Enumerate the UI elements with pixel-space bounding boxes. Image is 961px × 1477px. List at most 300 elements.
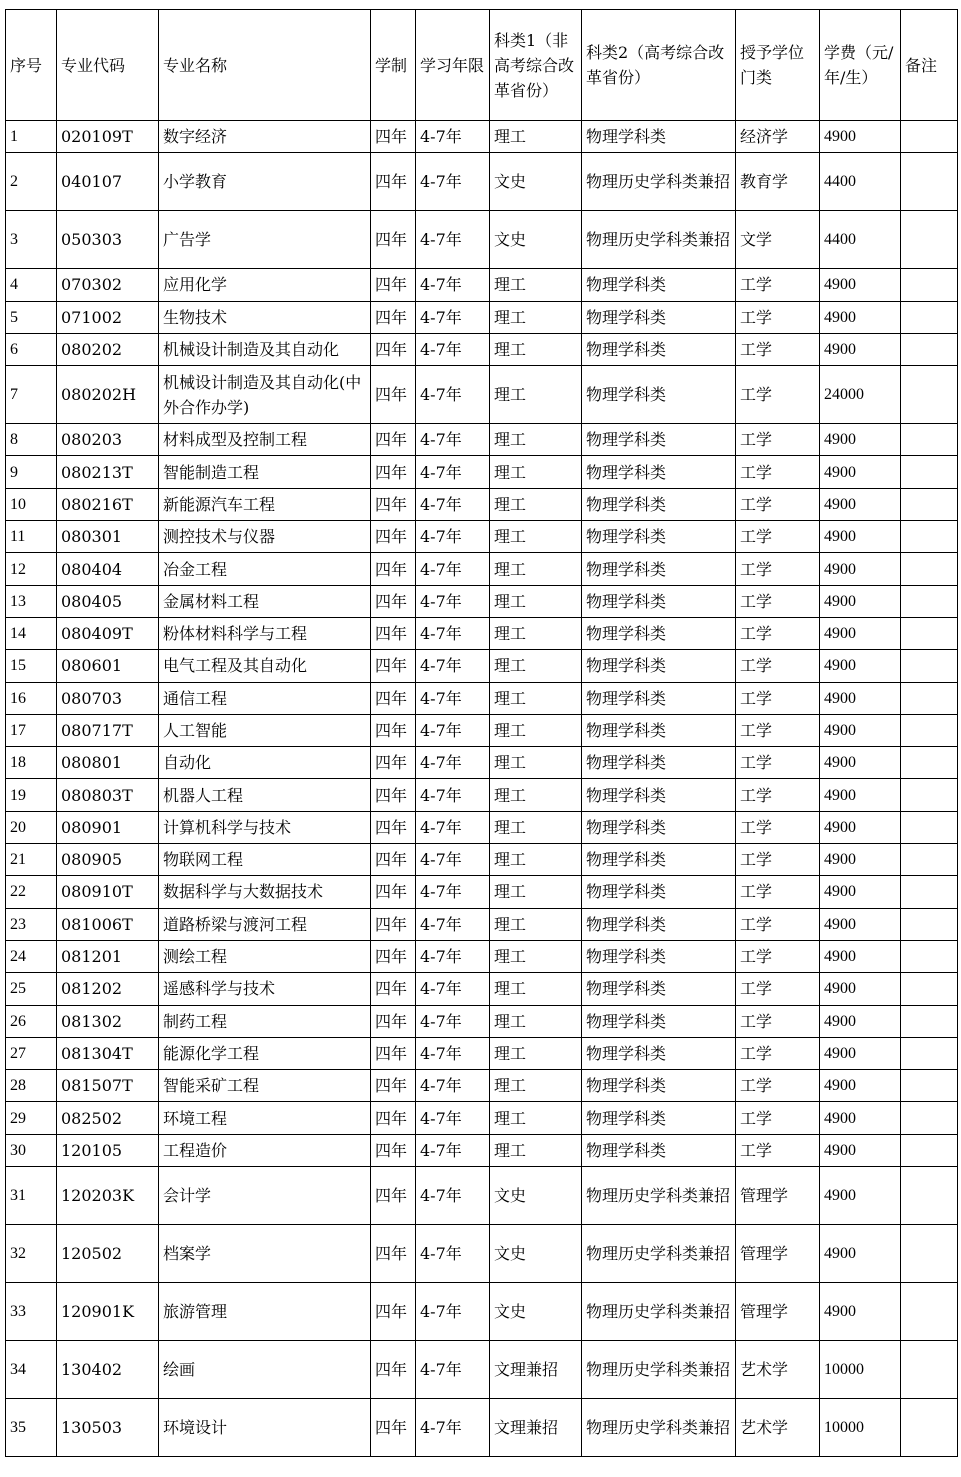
category-1-cell: 文理兼招	[490, 1399, 582, 1457]
degree-type-cell: 工学	[736, 844, 820, 876]
study-period-cell: 4-7年	[416, 779, 490, 811]
table-row	[6, 908, 958, 940]
major-name-cell: 机械设计制造及其自动化(中外合作办学)	[159, 366, 371, 424]
major-code-cell: 080405	[57, 585, 159, 617]
major-name-cell: 通信工程	[159, 682, 371, 714]
duration-cell: 四年	[371, 1070, 416, 1102]
major-code-cell: 120105	[57, 1134, 159, 1166]
study-period-cell: 4-7年	[416, 1167, 490, 1225]
category-2-cell: 物理学科类	[582, 456, 736, 488]
category-1-cell: 理工	[490, 779, 582, 811]
category-1-cell: 理工	[490, 650, 582, 682]
major-code-cell: 080202	[57, 333, 159, 365]
tuition-fee-cell: 4900	[820, 488, 901, 520]
table-row	[6, 424, 958, 456]
category-1-cell: 理工	[490, 333, 582, 365]
remarks-cell	[901, 940, 958, 972]
header-cell: 授予学位门类	[736, 10, 820, 121]
table-row	[6, 779, 958, 811]
tuition-fee-cell: 4900	[820, 1283, 901, 1341]
major-code-cell: 080703	[57, 682, 159, 714]
degree-type-cell: 工学	[736, 1102, 820, 1134]
category-2-cell: 物理学科类	[582, 650, 736, 682]
category-1-cell: 文史	[490, 211, 582, 269]
study-period-cell: 4-7年	[416, 1102, 490, 1134]
study-period-cell: 4-7年	[416, 844, 490, 876]
duration-cell: 四年	[371, 366, 416, 424]
study-period-cell: 4-7年	[416, 585, 490, 617]
major-code-cell: 080213T	[57, 456, 159, 488]
degree-type-cell: 工学	[736, 747, 820, 779]
category-2-cell: 物理历史学科类兼招	[582, 1399, 736, 1457]
major-name-cell: 智能制造工程	[159, 456, 371, 488]
major-code-cell: 070302	[57, 269, 159, 301]
table-row	[6, 488, 958, 520]
category-1-cell: 理工	[490, 456, 582, 488]
category-2-cell: 物理学科类	[582, 366, 736, 424]
category-2-cell: 物理学科类	[582, 1070, 736, 1102]
row-number-cell: 26	[6, 1005, 57, 1037]
duration-cell: 四年	[371, 682, 416, 714]
study-period-cell: 4-7年	[416, 1399, 490, 1457]
row-number-cell: 9	[6, 456, 57, 488]
duration-cell: 四年	[371, 908, 416, 940]
major-name-cell: 数字经济	[159, 121, 371, 153]
tuition-fee-cell: 4900	[820, 1225, 901, 1283]
category-2-cell: 物理学科类	[582, 876, 736, 908]
table-row	[6, 973, 958, 1005]
major-code-cell: 081006T	[57, 908, 159, 940]
header-cell: 专业名称	[159, 10, 371, 121]
major-name-cell: 会计学	[159, 1167, 371, 1225]
category-2-cell: 物理学科类	[582, 779, 736, 811]
category-2-cell: 物理学科类	[582, 908, 736, 940]
remarks-cell	[901, 617, 958, 649]
major-code-cell: 080409T	[57, 617, 159, 649]
category-1-cell: 理工	[490, 908, 582, 940]
remarks-cell	[901, 1070, 958, 1102]
duration-cell: 四年	[371, 1005, 416, 1037]
row-number-cell: 15	[6, 650, 57, 682]
study-period-cell: 4-7年	[416, 811, 490, 843]
row-number-cell: 27	[6, 1037, 57, 1069]
tuition-fee-cell: 4900	[820, 1005, 901, 1037]
row-number-cell: 32	[6, 1225, 57, 1283]
table-row	[6, 521, 958, 553]
major-code-cell: 120901K	[57, 1283, 159, 1341]
tuition-fee-cell: 10000	[820, 1399, 901, 1457]
tuition-fee-cell: 4900	[820, 1037, 901, 1069]
degree-type-cell: 工学	[736, 908, 820, 940]
duration-cell: 四年	[371, 940, 416, 972]
remarks-cell	[901, 1283, 958, 1341]
tuition-fee-cell: 4900	[820, 844, 901, 876]
table-row	[6, 585, 958, 617]
remarks-cell	[901, 779, 958, 811]
category-2-cell: 物理学科类	[582, 301, 736, 333]
major-code-cell: 081201	[57, 940, 159, 972]
tuition-fee-cell: 4900	[820, 1102, 901, 1134]
study-period-cell: 4-7年	[416, 1037, 490, 1069]
table-row	[6, 747, 958, 779]
remarks-cell	[901, 153, 958, 211]
category-2-cell: 物理学科类	[582, 585, 736, 617]
header-cell: 学制	[371, 10, 416, 121]
remarks-cell	[901, 1167, 958, 1225]
duration-cell: 四年	[371, 1283, 416, 1341]
row-number-cell: 33	[6, 1283, 57, 1341]
duration-cell: 四年	[371, 521, 416, 553]
category-1-cell: 理工	[490, 1070, 582, 1102]
category-1-cell: 理工	[490, 488, 582, 520]
table-row	[6, 333, 958, 365]
remarks-cell	[901, 1102, 958, 1134]
category-2-cell: 物理学科类	[582, 553, 736, 585]
remarks-cell	[901, 876, 958, 908]
major-name-cell: 环境工程	[159, 1102, 371, 1134]
duration-cell: 四年	[371, 844, 416, 876]
major-name-cell: 粉体材料科学与工程	[159, 617, 371, 649]
table-row	[6, 456, 958, 488]
degree-type-cell: 艺术学	[736, 1399, 820, 1457]
tuition-fee-cell: 4900	[820, 269, 901, 301]
remarks-cell	[901, 1399, 958, 1457]
category-2-cell: 物理学科类	[582, 488, 736, 520]
row-number-cell: 16	[6, 682, 57, 714]
degree-type-cell: 工学	[736, 940, 820, 972]
category-1-cell: 理工	[490, 269, 582, 301]
category-1-cell: 理工	[490, 617, 582, 649]
duration-cell: 四年	[371, 876, 416, 908]
tuition-fee-cell: 4900	[820, 424, 901, 456]
tuition-fee-cell: 24000	[820, 366, 901, 424]
table-row	[6, 1283, 958, 1341]
row-number-cell: 34	[6, 1341, 57, 1399]
major-code-cell: 080203	[57, 424, 159, 456]
major-code-cell: 080801	[57, 747, 159, 779]
table-row	[6, 1037, 958, 1069]
duration-cell: 四年	[371, 585, 416, 617]
major-name-cell: 小学教育	[159, 153, 371, 211]
tuition-fee-cell: 4900	[820, 585, 901, 617]
degree-type-cell: 工学	[736, 973, 820, 1005]
remarks-cell	[901, 585, 958, 617]
degree-type-cell: 工学	[736, 617, 820, 649]
duration-cell: 四年	[371, 811, 416, 843]
degree-type-cell: 工学	[736, 456, 820, 488]
table-row	[6, 682, 958, 714]
tuition-fee-cell: 4400	[820, 153, 901, 211]
row-number-cell: 35	[6, 1399, 57, 1457]
duration-cell: 四年	[371, 747, 416, 779]
duration-cell: 四年	[371, 333, 416, 365]
remarks-cell	[901, 301, 958, 333]
row-number-cell: 8	[6, 424, 57, 456]
degree-type-cell: 工学	[736, 811, 820, 843]
category-1-cell: 文理兼招	[490, 1341, 582, 1399]
remarks-cell	[901, 747, 958, 779]
tuition-fee-cell: 4900	[820, 682, 901, 714]
remarks-cell	[901, 1005, 958, 1037]
degree-type-cell: 文学	[736, 211, 820, 269]
remarks-cell	[901, 682, 958, 714]
major-name-cell: 生物技术	[159, 301, 371, 333]
row-number-cell: 19	[6, 779, 57, 811]
table-row	[6, 650, 958, 682]
degree-type-cell: 工学	[736, 521, 820, 553]
duration-cell: 四年	[371, 121, 416, 153]
category-2-cell: 物理学科类	[582, 973, 736, 1005]
category-2-cell: 物理学科类	[582, 121, 736, 153]
study-period-cell: 4-7年	[416, 153, 490, 211]
major-name-cell: 机器人工程	[159, 779, 371, 811]
study-period-cell: 4-7年	[416, 333, 490, 365]
row-number-cell: 29	[6, 1102, 57, 1134]
degree-type-cell: 工学	[736, 553, 820, 585]
remarks-cell	[901, 333, 958, 365]
header-cell: 科类2（高考综合改革省份）	[582, 10, 736, 121]
duration-cell: 四年	[371, 1341, 416, 1399]
category-1-cell: 理工	[490, 1005, 582, 1037]
category-2-cell: 物理学科类	[582, 940, 736, 972]
category-2-cell: 物理学科类	[582, 811, 736, 843]
study-period-cell: 4-7年	[416, 682, 490, 714]
category-1-cell: 理工	[490, 973, 582, 1005]
row-number-cell: 2	[6, 153, 57, 211]
study-period-cell: 4-7年	[416, 1070, 490, 1102]
study-period-cell: 4-7年	[416, 1225, 490, 1283]
table-row	[6, 1167, 958, 1225]
category-1-cell: 理工	[490, 553, 582, 585]
row-number-cell: 3	[6, 211, 57, 269]
study-period-cell: 4-7年	[416, 366, 490, 424]
row-number-cell: 21	[6, 844, 57, 876]
major-name-cell: 旅游管理	[159, 1283, 371, 1341]
study-period-cell: 4-7年	[416, 211, 490, 269]
remarks-cell	[901, 650, 958, 682]
header-cell: 备注	[901, 10, 958, 121]
tuition-fee-cell: 4900	[820, 617, 901, 649]
study-period-cell: 4-7年	[416, 488, 490, 520]
major-code-cell: 080910T	[57, 876, 159, 908]
table-row	[6, 301, 958, 333]
major-name-cell: 制药工程	[159, 1005, 371, 1037]
remarks-cell	[901, 366, 958, 424]
major-code-cell: 080301	[57, 521, 159, 553]
table-row	[6, 1005, 958, 1037]
major-name-cell: 广告学	[159, 211, 371, 269]
major-code-cell: 081302	[57, 1005, 159, 1037]
category-2-cell: 物理学科类	[582, 617, 736, 649]
table-row	[6, 844, 958, 876]
remarks-cell	[901, 488, 958, 520]
major-code-cell: 040107	[57, 153, 159, 211]
category-1-cell: 理工	[490, 121, 582, 153]
major-code-cell: 080803T	[57, 779, 159, 811]
duration-cell: 四年	[371, 1134, 416, 1166]
major-code-cell: 080216T	[57, 488, 159, 520]
study-period-cell: 4-7年	[416, 747, 490, 779]
row-number-cell: 13	[6, 585, 57, 617]
duration-cell: 四年	[371, 211, 416, 269]
major-code-cell: 081507T	[57, 1070, 159, 1102]
degree-type-cell: 管理学	[736, 1167, 820, 1225]
category-1-cell: 理工	[490, 876, 582, 908]
degree-type-cell: 工学	[736, 876, 820, 908]
major-code-cell: 080404	[57, 553, 159, 585]
duration-cell: 四年	[371, 488, 416, 520]
duration-cell: 四年	[371, 269, 416, 301]
major-code-cell: 081202	[57, 973, 159, 1005]
row-number-cell: 23	[6, 908, 57, 940]
tuition-fee-cell: 4900	[820, 973, 901, 1005]
tuition-fee-cell: 4900	[820, 747, 901, 779]
major-name-cell: 电气工程及其自动化	[159, 650, 371, 682]
duration-cell: 四年	[371, 1399, 416, 1457]
row-number-cell: 6	[6, 333, 57, 365]
degree-type-cell: 工学	[736, 366, 820, 424]
major-name-cell: 物联网工程	[159, 844, 371, 876]
study-period-cell: 4-7年	[416, 121, 490, 153]
major-name-cell: 计算机科学与技术	[159, 811, 371, 843]
category-2-cell: 物理历史学科类兼招	[582, 211, 736, 269]
tuition-fee-cell: 4900	[820, 521, 901, 553]
header-row	[6, 10, 958, 121]
table-row	[6, 553, 958, 585]
majors-table	[5, 9, 958, 1457]
major-code-cell: 082502	[57, 1102, 159, 1134]
tuition-fee-cell: 4900	[820, 121, 901, 153]
degree-type-cell: 工学	[736, 333, 820, 365]
major-name-cell: 金属材料工程	[159, 585, 371, 617]
remarks-cell	[901, 844, 958, 876]
study-period-cell: 4-7年	[416, 714, 490, 746]
category-2-cell: 物理历史学科类兼招	[582, 1283, 736, 1341]
category-1-cell: 理工	[490, 1134, 582, 1166]
category-1-cell: 理工	[490, 747, 582, 779]
row-number-cell: 1	[6, 121, 57, 153]
major-code-cell: 120502	[57, 1225, 159, 1283]
major-name-cell: 能源化学工程	[159, 1037, 371, 1069]
header-cell: 学费（元/年/生）	[820, 10, 901, 121]
degree-type-cell: 工学	[736, 1134, 820, 1166]
major-code-cell: 080905	[57, 844, 159, 876]
duration-cell: 四年	[371, 1102, 416, 1134]
row-number-cell: 11	[6, 521, 57, 553]
major-name-cell: 智能采矿工程	[159, 1070, 371, 1102]
category-2-cell: 物理学科类	[582, 521, 736, 553]
category-2-cell: 物理历史学科类兼招	[582, 153, 736, 211]
row-number-cell: 31	[6, 1167, 57, 1225]
major-code-cell: 080901	[57, 811, 159, 843]
remarks-cell	[901, 521, 958, 553]
tuition-fee-cell: 4900	[820, 1070, 901, 1102]
degree-type-cell: 工学	[736, 1037, 820, 1069]
tuition-fee-cell: 4900	[820, 1134, 901, 1166]
degree-type-cell: 教育学	[736, 153, 820, 211]
row-number-cell: 30	[6, 1134, 57, 1166]
row-number-cell: 18	[6, 747, 57, 779]
category-2-cell: 物理学科类	[582, 269, 736, 301]
major-name-cell: 应用化学	[159, 269, 371, 301]
tuition-fee-cell: 4900	[820, 553, 901, 585]
study-period-cell: 4-7年	[416, 1134, 490, 1166]
tuition-fee-cell: 4900	[820, 714, 901, 746]
major-code-cell: 050303	[57, 211, 159, 269]
major-name-cell: 工程造价	[159, 1134, 371, 1166]
duration-cell: 四年	[371, 1167, 416, 1225]
row-number-cell: 25	[6, 973, 57, 1005]
header-cell: 专业代码	[57, 10, 159, 121]
major-name-cell: 绘画	[159, 1341, 371, 1399]
degree-type-cell: 管理学	[736, 1283, 820, 1341]
degree-type-cell: 管理学	[736, 1225, 820, 1283]
study-period-cell: 4-7年	[416, 617, 490, 649]
table-row	[6, 1399, 958, 1457]
row-number-cell: 24	[6, 940, 57, 972]
major-name-cell: 环境设计	[159, 1399, 371, 1457]
tuition-fee-cell: 4900	[820, 456, 901, 488]
degree-type-cell: 工学	[736, 682, 820, 714]
header-cell: 序号	[6, 10, 57, 121]
table-row	[6, 269, 958, 301]
table-row	[6, 876, 958, 908]
row-number-cell: 22	[6, 876, 57, 908]
study-period-cell: 4-7年	[416, 424, 490, 456]
tuition-fee-cell: 4900	[820, 301, 901, 333]
row-number-cell: 7	[6, 366, 57, 424]
degree-type-cell: 艺术学	[736, 1341, 820, 1399]
category-1-cell: 理工	[490, 1037, 582, 1069]
category-2-cell: 物理历史学科类兼招	[582, 1225, 736, 1283]
tuition-fee-cell: 10000	[820, 1341, 901, 1399]
category-2-cell: 物理学科类	[582, 747, 736, 779]
study-period-cell: 4-7年	[416, 1341, 490, 1399]
major-code-cell: 081304T	[57, 1037, 159, 1069]
remarks-cell	[901, 973, 958, 1005]
category-1-cell: 文史	[490, 1167, 582, 1225]
tuition-fee-cell: 4900	[820, 779, 901, 811]
tuition-fee-cell: 4900	[820, 908, 901, 940]
category-1-cell: 文史	[490, 1283, 582, 1341]
duration-cell: 四年	[371, 973, 416, 1005]
row-number-cell: 20	[6, 811, 57, 843]
major-name-cell: 测控技术与仪器	[159, 521, 371, 553]
remarks-cell	[901, 424, 958, 456]
remarks-cell	[901, 1341, 958, 1399]
major-name-cell: 遥感科学与技术	[159, 973, 371, 1005]
major-name-cell: 自动化	[159, 747, 371, 779]
category-2-cell: 物理学科类	[582, 1005, 736, 1037]
table-row	[6, 1341, 958, 1399]
study-period-cell: 4-7年	[416, 1005, 490, 1037]
degree-type-cell: 工学	[736, 714, 820, 746]
category-1-cell: 文史	[490, 153, 582, 211]
tuition-fee-cell: 4900	[820, 940, 901, 972]
row-number-cell: 28	[6, 1070, 57, 1102]
major-name-cell: 测绘工程	[159, 940, 371, 972]
row-number-cell: 10	[6, 488, 57, 520]
remarks-cell	[901, 908, 958, 940]
remarks-cell	[901, 811, 958, 843]
category-1-cell: 理工	[490, 682, 582, 714]
table-row	[6, 617, 958, 649]
table-body	[6, 121, 958, 1457]
degree-type-cell: 工学	[736, 585, 820, 617]
major-code-cell: 080717T	[57, 714, 159, 746]
header-cell: 科类1（非高考综合改革省份）	[490, 10, 582, 121]
tuition-fee-cell: 4900	[820, 650, 901, 682]
